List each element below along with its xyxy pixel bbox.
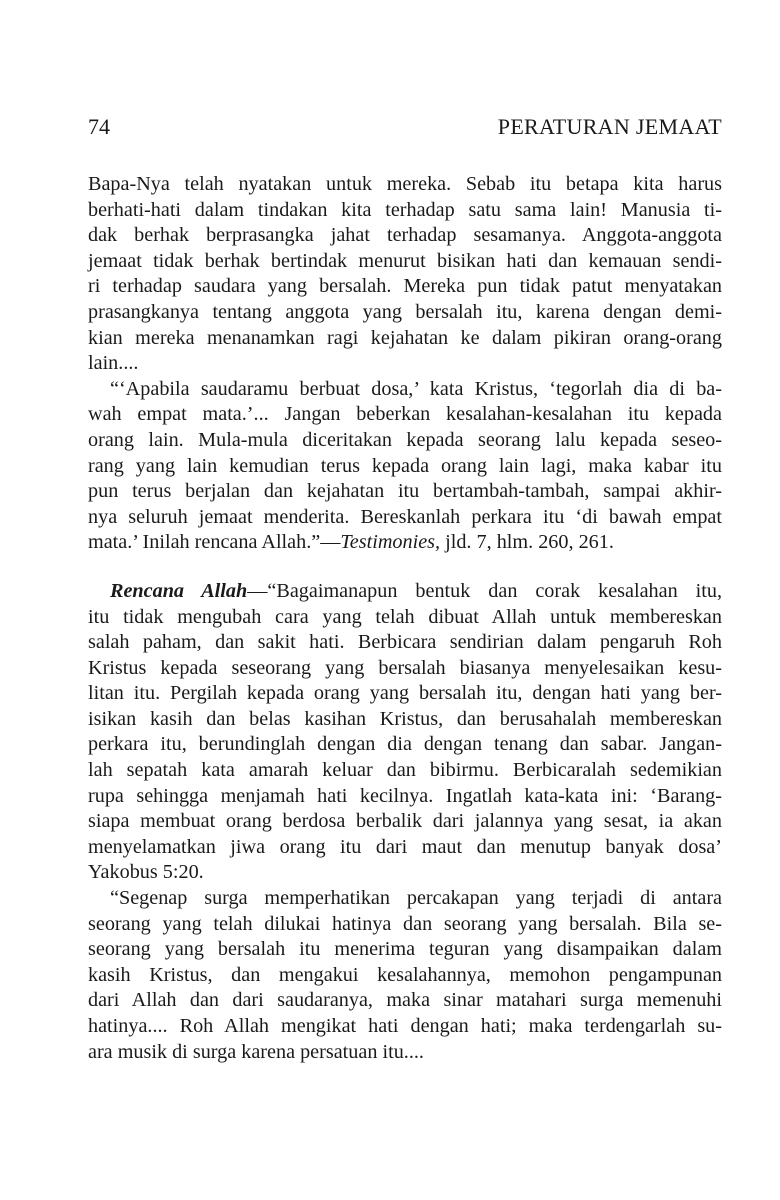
citation-reference: jld. 7, hlm. 260, 261.: [440, 531, 614, 554]
paragraph-rencana-allah: [88, 579, 722, 886]
text-line: dari Allah dan dari saudaranya, maka sinar matahari surga memenuhi: [88, 989, 722, 1012]
section-gap: [88, 556, 722, 579]
text-line: rang yang lain kemudian terus kepada orang lain lagi, maka kabar itu: [88, 454, 722, 477]
text-line: kasih Kristus, dan mengakui kesalahannya, memohon pengampunan: [88, 963, 722, 986]
paragraph-continuation: [88, 172, 722, 377]
text-line: orang lain. Mula-mula diceritakan kepada seorang lalu kepada seseo-: [88, 428, 722, 451]
text-line: dak berhak berprasangka jahat terhadap sesamanya. Anggota-anggota: [88, 224, 722, 247]
text-line: Yakobus 5:20.: [88, 861, 204, 884]
text-line: rupa sehingga menjamah hati kecilnya. Ingatlah kata-kata ini: ‘Barang-: [88, 784, 722, 807]
text-line: litan itu. Pergilah kepada orang yang bersalah itu, dengan hati yang ber-: [88, 682, 722, 705]
text-segment: —“Bagaimanapun bentuk dan corak kesalahan itu,: [247, 579, 722, 602]
text-line: hatinya.... Roh Allah mengikat hati dengan hati; maka terdengarlah su-: [88, 1015, 722, 1037]
text-line: perkara itu, berundinglah dengan dia dengan tenang dan sabar. Jangan-: [88, 733, 722, 756]
text-line: prasangkanya tentang anggota yang bersalah itu, karena dengan demi-: [88, 300, 722, 323]
page-number: 74: [88, 114, 110, 139]
text-line: seorang yang bersalah itu menerima teguran yang disampaikan dalam: [88, 938, 722, 961]
page-header: [88, 114, 722, 140]
run-in-heading: Rencana Allah: [110, 579, 248, 602]
text-line: seorang yang telah dilukai hatinya dan seorang yang bersalah. Bila se-: [88, 912, 722, 935]
paragraph-quotation: [88, 377, 722, 556]
text-line: menyelamatkan jiwa orang itu dari maut dan menutup banyak dosa’: [88, 835, 722, 858]
text-line: Kristus kepada seseorang yang bersalah biasanya menyelesaikan kesu-: [88, 656, 722, 679]
text-line: [88, 579, 722, 605]
citation-text: mata.’ Inilah rencana Allah.”—: [88, 531, 341, 554]
text-line: pun terus berjalan dan kejahatan itu bertambah-tambah, sampai akhir-: [88, 480, 722, 503]
paragraph-segenap-surga: [88, 886, 722, 1065]
text-line: itu tidak mengubah cara yang telah dibuat Allah untuk membereskan: [88, 605, 722, 628]
text-line: jemaat tidak berhak bertindak menurut bisikan hati dan kemauan sendi-: [88, 249, 722, 272]
text-line: ara musik di surga karena persatuan itu....: [88, 1040, 424, 1063]
text-line: isikan kasih dan belas kasihan Kristus, dan berusahalah membereskan: [88, 707, 722, 730]
text-line: lain....: [88, 352, 139, 375]
text-line: nya seluruh jemaat menderita. Bereskanlah perkara itu ‘di bawah empat: [88, 505, 722, 528]
text-line: salah paham, dan sakit hati. Berbicara sendirian dalam pengaruh Roh: [88, 631, 722, 654]
text-line: kian mereka menanamkan ragi kejahatan ke dalam pikiran orang-orang: [88, 326, 722, 349]
text-line: “Segenap surga memperhatikan percakapan yang terjadi di antara: [110, 887, 722, 910]
text-line: “‘Apabila saudaramu berbuat dosa,’ kata Kristus, ‘tegorlah dia di ba-: [110, 377, 722, 400]
text-line: siapa membuat orang berdosa berbalik dari jalannya yang sesat, ia akan: [88, 810, 722, 833]
text-line: lah sepatah kata amarah keluar dan bibirmu. Berbicaralah sedemikian: [88, 759, 722, 782]
citation-line: [88, 530, 722, 556]
text-line: Bapa-Nya telah nyatakan untuk mereka. Sebab itu betapa kita harus: [88, 173, 722, 195]
text-line: wah empat mata.’... Jangan beberkan kesalahan-kesalahan itu kepada: [88, 403, 722, 426]
body-text: [88, 172, 722, 1065]
text-line: ri terhadap saudara yang bersalah. Mereka pun tidak patut menyatakan: [88, 275, 722, 298]
citation-title: Testimonies,: [340, 531, 441, 554]
running-head: PERATURAN JEMAAT: [497, 114, 722, 139]
text-line: berhati-hati dalam tindakan kita terhadap satu sama lain! Manusia ti-: [88, 198, 722, 221]
